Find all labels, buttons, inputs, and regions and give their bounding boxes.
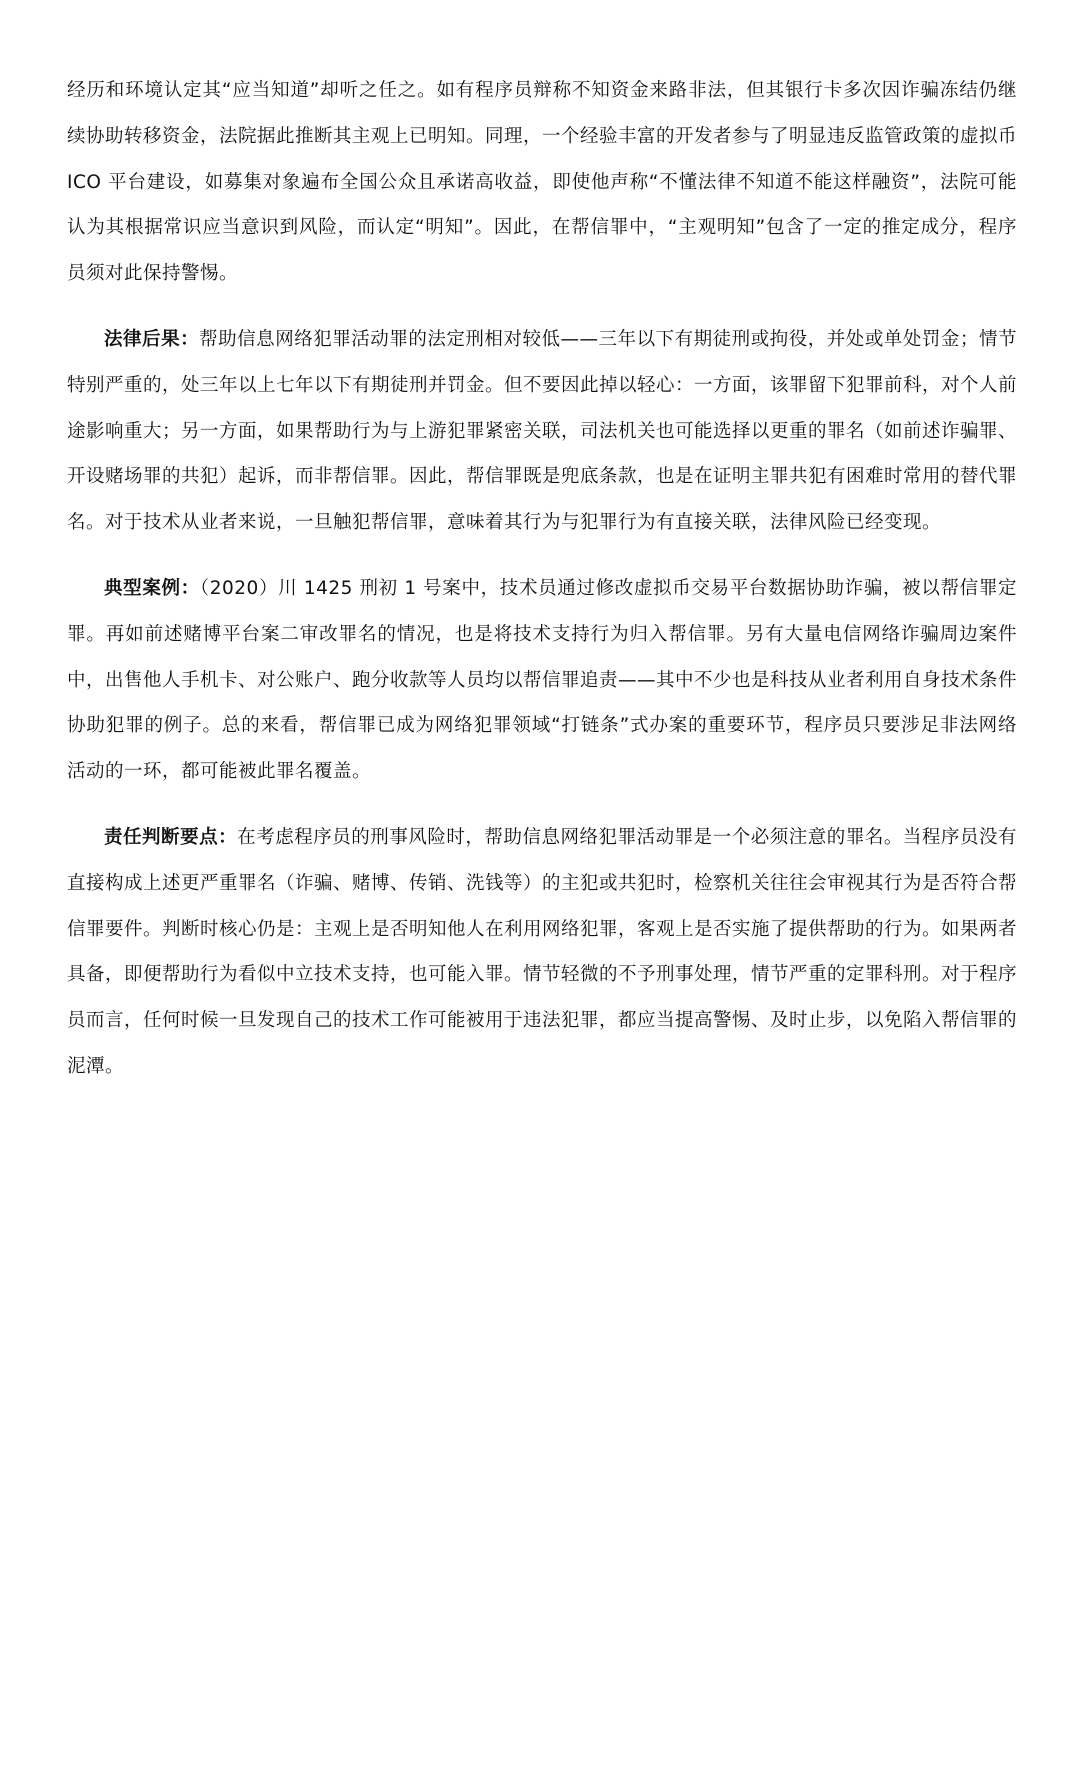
paragraph-label: 责任判断要点： (104, 826, 238, 848)
paragraph-label: 典型案例： (104, 577, 200, 599)
paragraph-text: （2020）川 1425 刑初 1 号案中，技术员通过修改虚拟币交易平台数据协助诈骗，被以帮信罪定罪。再如前述赌博平台案二审改罪名的情况，也是将技术支持行为归入帮信罪。另有大量电信网络诈骗周边案件中，出售他人手机卡、对公账户、跑分收款等人员均以帮信罪追责——其中不少也是科技从业者利用自身技术条件协助犯罪的例子。总的来看，帮信罪已成为网络犯罪领域“打链条”式办案的重要环节，程序员只要涉足非法网络活动的一环，都可能被此罪名覆盖。 (67, 577, 1018, 783)
paragraph-legal-consequences (67, 317, 1017, 546)
paragraph-label: 法律后果： (104, 328, 200, 350)
paragraph-liability-judgment (67, 815, 1017, 1090)
paragraph-text: 在考虑程序员的刑事风险时，帮助信息网络犯罪活动罪是一个必须注意的罪名。当程序员没有直接构成上述更严重罪名（诈骗、赌博、传销、洗钱等）的主犯或共犯时，检察机关往往会审视其行为是否符合帮信罪要件。判断时核心仍是：主观上是否明知他人在利用网络犯罪，客观上是否实施了提供帮助的行为。如果两者具备，即便帮助行为看似中立技术支持，也可能入罪。情节轻微的不予刑事处理，情节严重的定罪科刑。对于程序员而言，任何时候一旦发现自己的技术工作可能被用于违法犯罪，都应当提高警惕、及时止步，以免陷入帮信罪的泥潭。 (67, 826, 1018, 1077)
document-page (67, 68, 1017, 1110)
paragraph-knowledge-inference (67, 68, 1017, 297)
paragraph-typical-cases (67, 566, 1017, 795)
paragraph-text: 经历和环境认定其“应当知道”却听之任之。如有程序员辩称不知资金来路非法，但其银行卡多次因诈骗冻结仍继续协助转移资金，法院据此推断其主观上已明知。同理，一个经验丰富的开发者参与了明显违反监管政策的虚拟币 ICO 平台建设，如募集对象遍布全国公众且承诺高收益，即使他声称“不懂法律不知道不能这样融资”，法院可能认为其根据常识应当意识到风险，而认定“明知”。因此，在帮信罪中，“主观明知”包含了一定的推定成分，程序员须对此保持警惕。 (67, 80, 1018, 285)
paragraph-text: 帮助信息网络犯罪活动罪的法定刑相对较低——三年以下有期徒刑或拘役，并处或单处罚金；情节特别严重的，处三年以上七年以下有期徒刑并罚金。但不要因此掉以轻心：一方面，该罪留下犯罪前科，对个人前途影响重大；另一方面，如果帮助行为与上游犯罪紧密关联，司法机关也可能选择以更重的罪名（如前述诈骗罪、开设赌场罪的共犯）起诉，而非帮信罪。因此，帮信罪既是兜底条款，也是在证明主罪共犯有困难时常用的替代罪名。对于技术从业者来说，一旦触犯帮信罪，意味着其行为与犯罪行为有直接关联，法律风险已经变现。 (67, 328, 1018, 534)
